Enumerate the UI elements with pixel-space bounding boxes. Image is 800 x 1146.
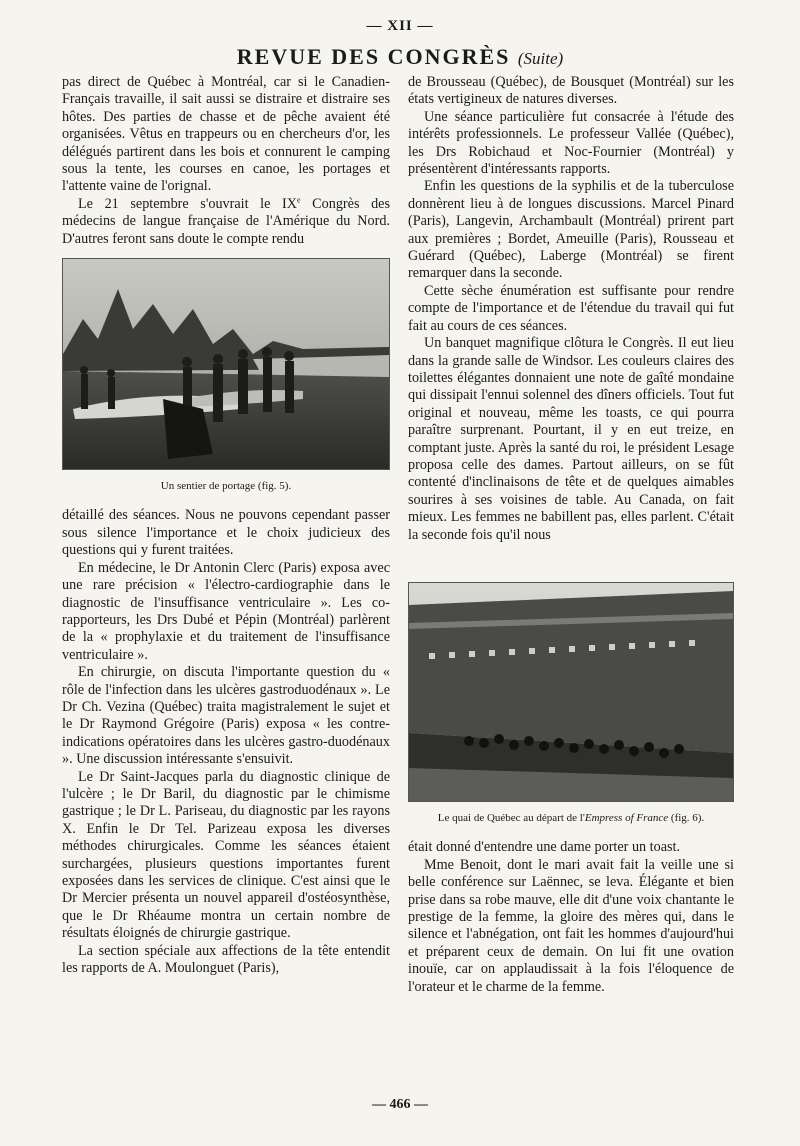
page-title [0,44,800,70]
portage-photo [62,258,390,470]
left-paragraph-7: La section spéciale aux affections de la tête entendit les rapports de A. Moulonguet (Paris), [62,942,390,977]
left-paragraph-6: Le Dr Saint-Jacques parla du diagnostic clinique de l'ulcère ; le Dr Baril, du diagnostic par le chimisme gastrique ; le Dr L. Pariseau, du diagnostic par les rayons X. Enfin le Dr Tel. Parizeau exposa les diverses méthodes chirurgicales. Comme les séances étaient surchargées, plusieurs questions importantes furent exposées dans les services de clinique. C'est ainsi que le Dr Mercier présenta un nouvel appareil d'ostéosynthèse, que le Dr Rhéaume montra un certain nombre de résultats éloignés de chirurgie gastrique. [62,768,390,942]
quay-photo [408,582,734,802]
left-paragraph-3: détaillé des séances. Nous ne pouvons cependant passer sous silence l'importance et le choix judicieux des questions qui y furent traitées. [62,507,390,559]
title-text: REVUE DES CONGRÈS [236,44,511,69]
left-paragraph-5: En chirurgie, on discuta l'importante question du « rôle de l'infection dans les ulcères gastroduodénaux ». Le Dr Ch. Vezina (Québec) traita magistralement le sujet et le Dr Raymond Grégoire (Paris) exposa « les contre-indications opératoires dans les ulcères gastro-duodénaux ». Une discussion intéressante s'ensuivit. [62,664,390,768]
left-paragraph-1: pas direct de Québec à Montréal, car si le Canadien-Français travaille, il sait aussi se distraire et distraire ses hôtes. Des parties de chasse et de pêche avaient été organisées. Vêtus en trappeurs ou en chercheurs d'or, les délégués partirent dans les bois et connurent le camping sous la tente, les courses en canoe, les portages et l'attente vaine de l'orignal. [62,74,390,195]
left-paragraph-4: En médecine, le Dr Antonin Clerc (Paris) exposa avec une rare précision « l'électro-cardiographie dans le diagnostic de l'insuffisance ventriculaire ». Les co-rapporteurs, les Drs Dubé et Pépin (Montréal) parlèrent de la « prophylaxie et du traitement de l'insuffisance ventriculaire ». [62,559,390,663]
left-paragraph-2: Le 21 septembre s'ouvrait le IXe Congrès des médecins de langue française de l'Amérique du Nord. D'autres feront sans doute le compte rendu [62,195,390,247]
right-column [408,74,734,996]
page-number: — 466 — [372,1097,428,1112]
figure-6-caption: Le quai de Québec au départ de l'Empress of France (fig. 6). [437,811,705,824]
right-paragraph-6: était donné d'entendre une dame porter un toast. [408,839,681,856]
right-paragraph-5: Un banquet magnifique clôtura le Congrès. Il eut lieu dans la grande salle de Windsor. Les couleurs claires des toilettes élégantes donnaient une note de gaîté mondaine qui dissipait l'ennui solennel des dîners officiels. Tout fut original et nouveau, même les toasts, ce qui pourra paraître surprenant. Pourtant, il y en eut treize, en comptant juste. Après la santé du roi, le président Lesage proposa celle des dames. Partout ailleurs, on se fût contenté d'inclinaisons de tête et de quelques aimables sourires à ses voisines de table. Au Canada, on fait mieux. Les femmes ne babillent pas, elles parlent. C'était la seconde fois qu'il nous [408,335,734,543]
figure-5 [62,258,390,495]
right-paragraph-7: Mme Benoit, dont le mari avait fait la veille une si belle conférence sur Laënnec, se leva. Élégante et bien prise dans sa robe mauve, elle dit d'une voix chantante le prestige de la femme, la gloire des mères qui, dans le silence et l'abnégation, ont fait les hommes d'aujourd'hui et préparent ceux de demain. On lui fit une ovation inouïe, car on applaudissait à la fois l'éloquence de l'orateur et le charme de la femme. [408,856,734,995]
right-paragraph-2: Une séance particulière fut consacrée à l'étude des intérêts professionnels. Le professeur Vallée (Québec), les Drs Robichaud et Noc-Fournier (Montréal) y présentèrent d'intéressants rapports. [408,108,734,178]
right-paragraph-3: Enfin les questions de la syphilis et de la tuberculose donnèrent lieu à de longues discussions. Marcel Pinard (Paris), Langevin, Archambault (Montréal) prirent part aux premières ; Bordet, Ameuille (Paris), Rousseau et Guérard (Québec), Laberge (Montréal) se firent remarquer dans la seconde. [408,178,734,282]
right-paragraph-1: de Brousseau (Québec), de Bousquet (Montréal) sur les états vertigineux de natures diverses. [408,74,734,108]
page-roman-numeral: — XII — [366,18,434,34]
right-paragraph-4: Cette sèche énumération est suffisante pour rendre compte de l'importance et de l'étendue du travail qui fut fait au cours de ces séances. [408,282,734,334]
figure-5-caption: Un sentier de portage (fig. 5). [160,480,292,493]
left-column [62,74,390,977]
figure-6 [408,582,734,827]
title-suite: (Suite) [517,49,564,68]
